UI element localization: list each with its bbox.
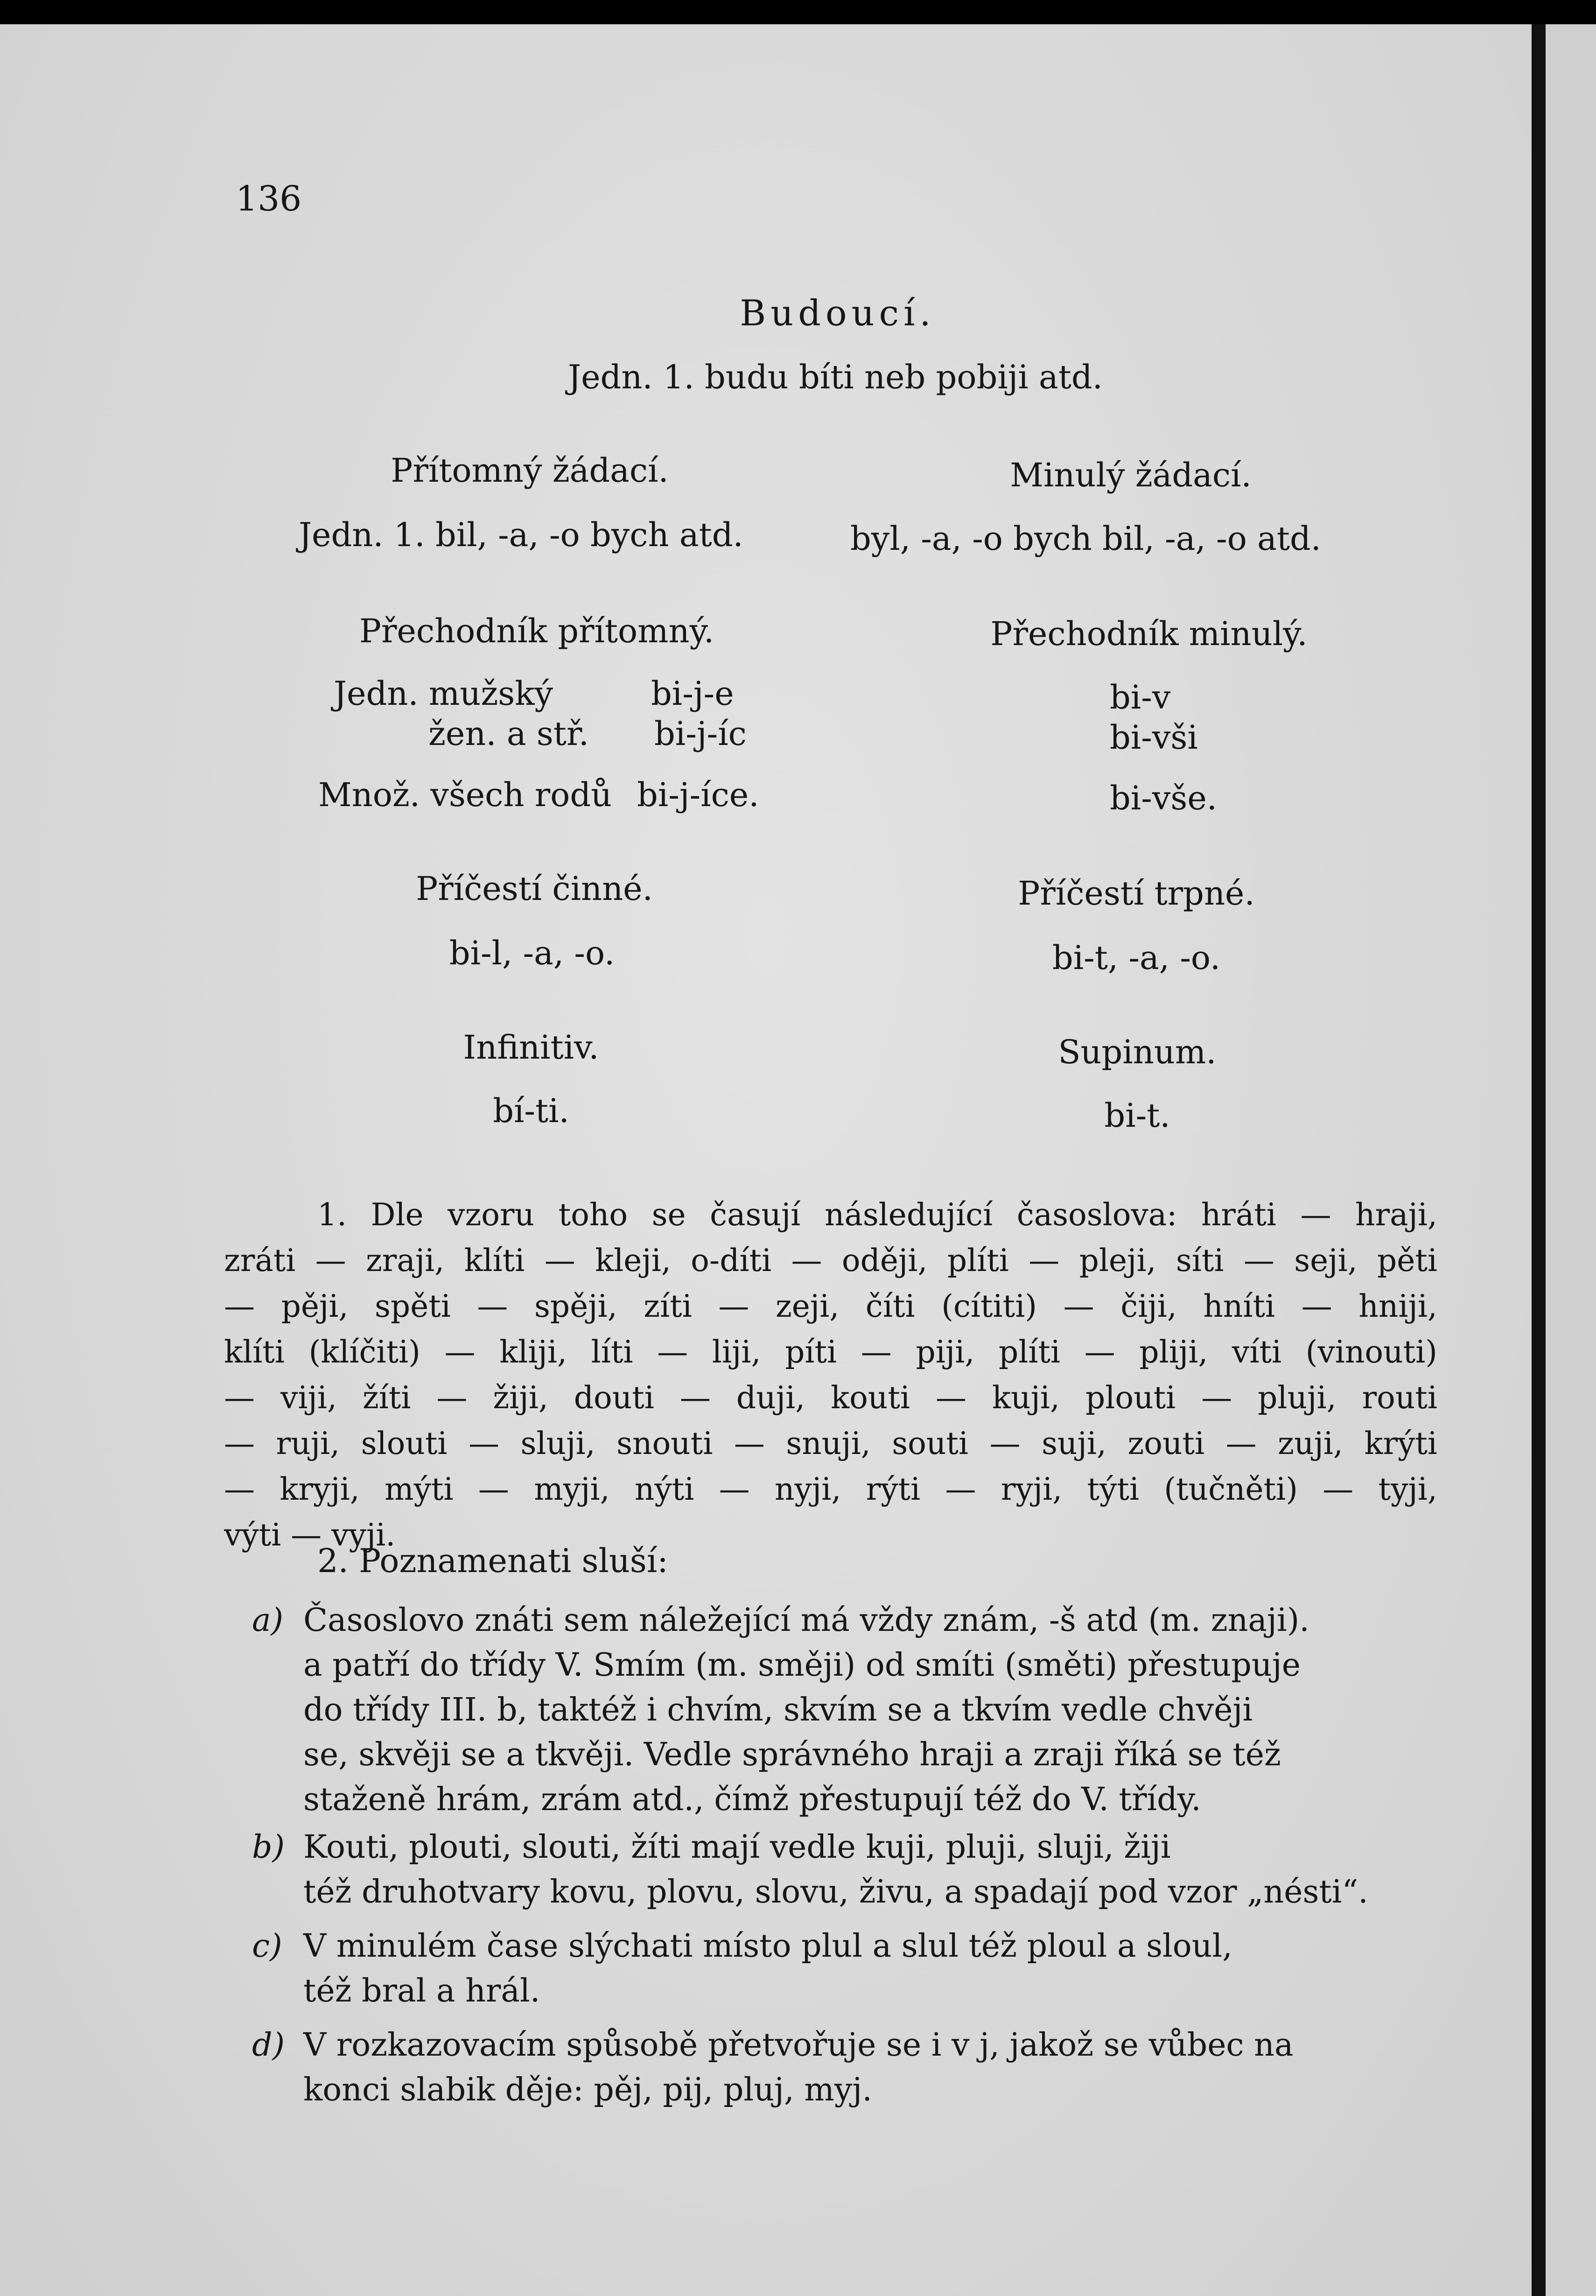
minuly-zadaci-line: byl, -a, -o bych bil, -a, -o atd.	[850, 520, 1322, 558]
prechodnik-row-label: žen. a stř.	[428, 715, 589, 753]
prechodnik-row-present: bi-j-e	[651, 674, 734, 713]
item-line: se, skvěji se a tkvěji. Vedle správného hraji a zraji říká se též	[303, 1736, 1281, 1773]
prechodnik-minuly-heading: Přechodník minulý.	[990, 615, 1308, 653]
book-page	[0, 24, 1532, 2296]
prechodnik-row-past: bi-vši	[1110, 718, 1198, 757]
infinitiv-heading: Infinitiv.	[463, 1028, 599, 1067]
page-number: 136	[236, 179, 302, 219]
pritomny-zadaci-heading: Přítomný žádací.	[391, 451, 669, 490]
prechodnik-row-label: Množ. všech rodů	[318, 776, 612, 814]
paragraph-line: klíti (klíčiti) — kliji, líti — liji, píti — piji, plíti — pliji, víti (vinouti)	[224, 1334, 1437, 1370]
paragraph-line: zráti — zraji, klíti — kleji, o-díti — oději, plíti — pleji, síti — seji, pěti	[224, 1243, 1437, 1278]
prechodnik-row-past: bi-vše.	[1110, 779, 1217, 817]
paragraph-line: výti — vyji.	[224, 1517, 396, 1553]
item-label: c)	[252, 1928, 282, 1965]
item-line: V rozkazovacím spůsobě přetvořuje se i v j, jakož se vůbec na	[303, 2027, 1294, 2064]
budouci-heading: Budoucí.	[740, 292, 936, 334]
prechodnik-row-present: bi-j-íc	[654, 715, 747, 753]
pricesti-cinne-heading: Příčestí činné.	[416, 870, 653, 908]
item-label: d)	[252, 2027, 285, 2064]
prechodnik-row-present: bi-j-íce.	[637, 776, 759, 814]
item-line: konci slabik děje: pěj, pij, pluj, myj.	[303, 2071, 872, 2108]
pricesti-trpne-heading: Příčestí trpné.	[1018, 874, 1255, 913]
item-line: Časoslovo znáti sem náležející má vždy znám, -š atd (m. znaji).	[303, 1602, 1309, 1639]
item-line: též bral a hrál.	[303, 1973, 540, 2009]
paragraph-line: — kryji, mýti — myji, nýti — nyji, rýti — ryji, týti (tučněti) — tyji,	[224, 1471, 1437, 1507]
paragraph-line: — viji, žíti — žiji, douti — duji, kouti — kuji, plouti — pluji, routi	[224, 1380, 1437, 1416]
paragraph-2-intro: 2. Poznamenati sluší:	[317, 1542, 668, 1580]
paragraph-1	[224, 1192, 1437, 1558]
item-line: a patří do třídy V. Smím (m. směji) od smíti (směti) přestupuje	[303, 1647, 1301, 1684]
prechodnik-row-label: Jedn. mužský	[334, 674, 553, 713]
paragraph-line: — ruji, slouti — sluji, snouti — snuji, souti — suji, zouti — zuji, krýti	[224, 1425, 1437, 1461]
pritomny-zadaci-line: Jedn. 1. bil, -a, -o bych atd.	[299, 516, 743, 554]
pricesti-cinne-value: bi-l, -a, -o.	[449, 934, 615, 972]
pricesti-trpne-value: bi-t, -a, -o.	[1052, 939, 1221, 977]
paragraph-line: — pěji, spěti — spěji, zíti — zeji, číti (cítiti) — čiji, hníti — hniji,	[224, 1288, 1437, 1324]
infinitiv-value: bí-ti.	[493, 1092, 569, 1130]
prechodnik-row-past: bi-v	[1110, 678, 1171, 716]
prechodnik-pritomny-heading: Přechodník přítomný.	[359, 612, 714, 650]
budouci-line: Jedn. 1. budu bíti neb pobiji atd.	[568, 358, 1103, 396]
minuly-zadaci-heading: Minulý žádací.	[1010, 456, 1252, 494]
item-line: staženě hrám, zrám atd., čímž přestupují též do V. třídy.	[303, 1781, 1201, 1818]
supinum-heading: Supinum.	[1058, 1033, 1217, 1071]
item-label: a)	[252, 1602, 284, 1639]
paragraph-line: 1. Dle vzoru toho se časují následující časoslova: hráti — hraji,	[317, 1197, 1437, 1233]
item-label: b)	[252, 1829, 285, 1866]
page-edge	[1532, 24, 1546, 2296]
item-line: do třídy III. b, taktéž i chvím, skvím se a tkvím vedle chvěji	[303, 1692, 1253, 1728]
supinum-value: bi-t.	[1104, 1096, 1170, 1135]
item-line: též druhotvary kovu, plovu, slovu, živu, a spadají pod vzor „nésti“.	[303, 1874, 1368, 1910]
next-page-sliver	[1546, 24, 1596, 2296]
item-line: V minulém čase slýchati místo plul a slul též ploul a sloul,	[303, 1928, 1232, 1965]
item-line: Kouti, plouti, slouti, žíti mají vedle kuji, pluji, sluji, žiji	[303, 1829, 1171, 1866]
